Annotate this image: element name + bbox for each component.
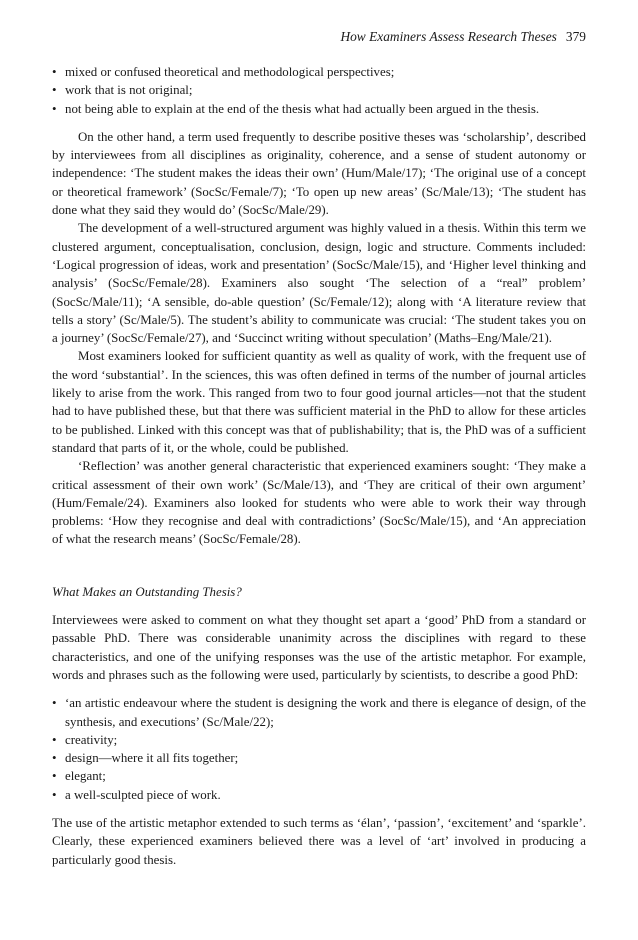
bullet-icon: •	[52, 83, 57, 98]
list-item	[52, 749, 586, 767]
page-body	[52, 28, 586, 869]
list-item	[52, 731, 586, 749]
bullet-list-criticisms	[52, 63, 586, 118]
bullet-icon: •	[52, 769, 57, 784]
list-item	[52, 694, 586, 731]
running-head	[52, 28, 586, 46]
list-item	[52, 81, 586, 99]
bullet-icon: •	[52, 65, 57, 79]
list-item-text: work that is not original;	[65, 83, 193, 98]
section-intro-paragraph: Interviewees were asked to comment on what they thought set apart a ‘good’ PhD from a standard or passable PhD. There was considerable unanimity across the disciplines with regard to these characteristics, and one of the unifying responses was the use of the artistic metaphor. For example, words and phrases such as the following were used, particularly by scientists, to describe a good PhD:	[52, 613, 586, 682]
bullet-list-artistic	[52, 694, 586, 804]
paragraph-scholarship: On the other hand, a term used frequently to describe positive theses was ‘scholarship’, described by interviewees from all disciplines as originality, coherence, and a sense of student autonomy or independence: ‘The student makes the ideas their own’ (Hum/Male/17); ‘The original use of a concept or theoretical framework’ (SocSc/Female/7); ‘To open up new areas’ (Sc/Male/13); ‘The student has done what they said they would do’ (SocSc/Male/29).	[52, 129, 586, 218]
list-item-text: mixed or confused theoretical and methodological perspectives;	[65, 65, 395, 79]
section-closing-paragraph: The use of the artistic metaphor extended to such terms as ‘élan’, ‘passion’, ‘excitement’ and ‘sparkle’. Clearly, these experienced examiners believed there was a level of ‘art’ involved in producing a particularly good thesis.	[52, 815, 586, 867]
paragraph-reflection: ‘Reflection’ was another general characteristic that experienced examiners sought: ‘They make a critical assessment of their own work’ (Sc/Male/13), and ‘They are critical of their own argument’ (Hum/Female/24). Examiners also looked for students who were able to work their way through problems: ‘How they recognise and deal with contradictions’ (SocSc/Male/15), and ‘An appreciation of what the research means’ (SocSc/Female/28).	[52, 459, 586, 547]
list-item-text: design—where it all fits together;	[65, 751, 239, 766]
bullet-icon: •	[52, 696, 57, 711]
bullet-icon: •	[52, 787, 57, 802]
bullet-icon: •	[52, 732, 57, 747]
list-item-text: ‘an artistic endeavour where the student is designing the work and there is elegance of design, of the synthesis, and executions’ (Sc/Male/22);	[65, 696, 586, 729]
running-head-title: How Examiners Assess Research Theses	[340, 29, 557, 44]
list-item-text: elegant;	[65, 769, 106, 784]
list-item-text: not being able to explain at the end of the thesis what had actually been argued in the thesis.	[65, 101, 540, 116]
list-item	[52, 767, 586, 785]
list-item	[52, 100, 586, 118]
list-item-text: a well-sculpted piece of work.	[65, 787, 221, 802]
bullet-icon: •	[52, 751, 57, 766]
bullet-icon: •	[52, 101, 57, 116]
paragraph-quantity: Most examiners looked for sufficient quantity as well as quality of work, with the frequent use of the word ‘substantial’. In the sciences, this was often defined in terms of the number of journal articles likely to arise from the work. This ranged from two to four good journal articles—not that the student had to have published these, but that there was sufficient material in the PhD to allow for these articles to be published. Linked with this concept was that of publishability; that is, the PhD was of a sufficient standard that parts of it, or the whole, could be published.	[52, 349, 586, 455]
list-item-text: creativity;	[65, 732, 118, 747]
section-heading: What Makes an Outstanding Thesis?	[52, 584, 242, 599]
paragraph-argument: The development of a well-structured argument was highly valued in a thesis. Within this term we clustered argument, conceptualisation, conclusion, design, logic and structure. Comments included: ‘Logical progression of ideas, work and presentation’ (SocSc/Male/15), and ‘Higher level thinking and analysis’ (SocSc/Female/28). Examiners also sought ‘The selection of a “real” problem’ (SocSc/Male/11); ‘A sensible, do-able question’ (Sc/Female/12); along with ‘A literature review that tells a story’ (Sc/Male/5). The student’s ability to communicate was crucial: ‘The student takes you on a journey’ (SocSc/Female/27), and ‘Succinct writing without speculation’ (Maths–Eng/Male/21).	[52, 221, 586, 346]
list-item	[52, 786, 586, 804]
page-number: 379	[565, 29, 586, 44]
list-item	[52, 63, 586, 81]
